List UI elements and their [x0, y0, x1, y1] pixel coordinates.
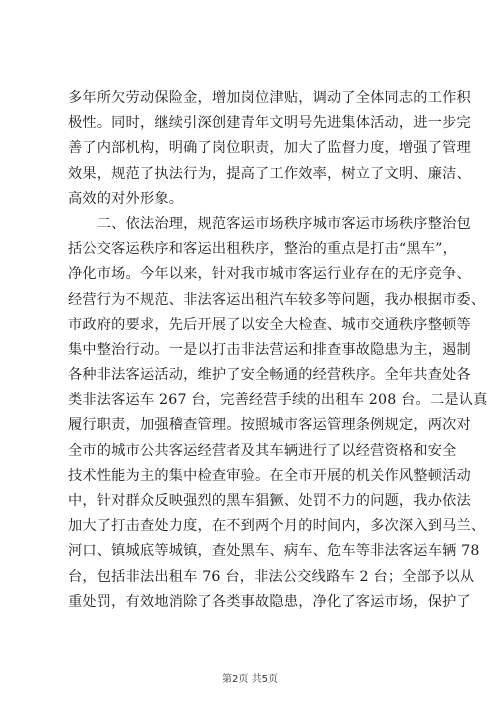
text-line: 括公交客运秩序和客运出租秩序，整治的重点是打击“黑车”，: [68, 241, 457, 258]
text-line: 重处罚，有效地消除了各类事故隐患，净化了客运市场，保护了: [68, 593, 471, 610]
document-body: [68, 86, 488, 615]
text-line: 极性。同时，继续引深创建青年文明号先进集体活动，进一步完: [68, 115, 471, 132]
page-number: 第2页 共5页: [222, 674, 278, 685]
text-line: 经营行为不规范、非法客运出租汽车较多等问题，我办根据市委、: [68, 291, 486, 308]
text-line: 加大了打击查处力度，在不到两个月的时间内，多次深入到马兰、: [68, 518, 486, 535]
text-line: 履行职责，加强稽查管理。按照城市客运管理条例规定，两次对: [68, 417, 471, 434]
text-line: 市政府的要求，先后开展了以安全大检查、城市交通秩序整顿等: [68, 316, 471, 333]
text-line: 善了内部机构，明确了岗位职责，加大了监督力度，增强了管理: [68, 140, 471, 157]
text-line: 多年所欠劳动保险金，增加岗位津贴，调动了全体同志的工作积: [68, 90, 471, 106]
text-line: 各种非法客运活动，维护了安全畅通的经营秩序。全年共查处各: [68, 367, 471, 384]
text-line: 中，针对群众反映强烈的黑车猖獗、处罚不力的问题，我办依法: [68, 493, 471, 509]
text-line: 高效的对外形象。: [68, 190, 184, 207]
text-line: 技术性能为主的集中检查审验。在全市开展的机关作风整顿活动: [68, 467, 471, 484]
text-line: 全市的城市公共客运经营者及其车辆进行了以经营资格和安全: [68, 442, 457, 459]
text-line: 台，包括非法出租车 76 台，非法公交线路车 2 台；全部予以从: [68, 568, 475, 585]
text-line: 河口、镇城底等城镇，查处黑车、病车、危车等非法客运车辆 78: [68, 543, 480, 560]
text-line: 二、依法治理，规范客运市场秩序城市客运市场秩序整治包: [68, 215, 471, 232]
text-line: 净化市场。今年以来，针对我市城市客运行业存在的无序竞争、: [68, 266, 471, 283]
text-line: 类非法客运车 267 台，完善经营手续的出租车 208 台。二是认真: [68, 392, 488, 409]
text-line: 集中整治行动。一是以打击非法营运和排查事故隐患为主，遏制: [68, 341, 471, 358]
text-line: 效果，规范了执法行为，提高了工作效率，树立了文明、廉洁、: [68, 165, 471, 182]
